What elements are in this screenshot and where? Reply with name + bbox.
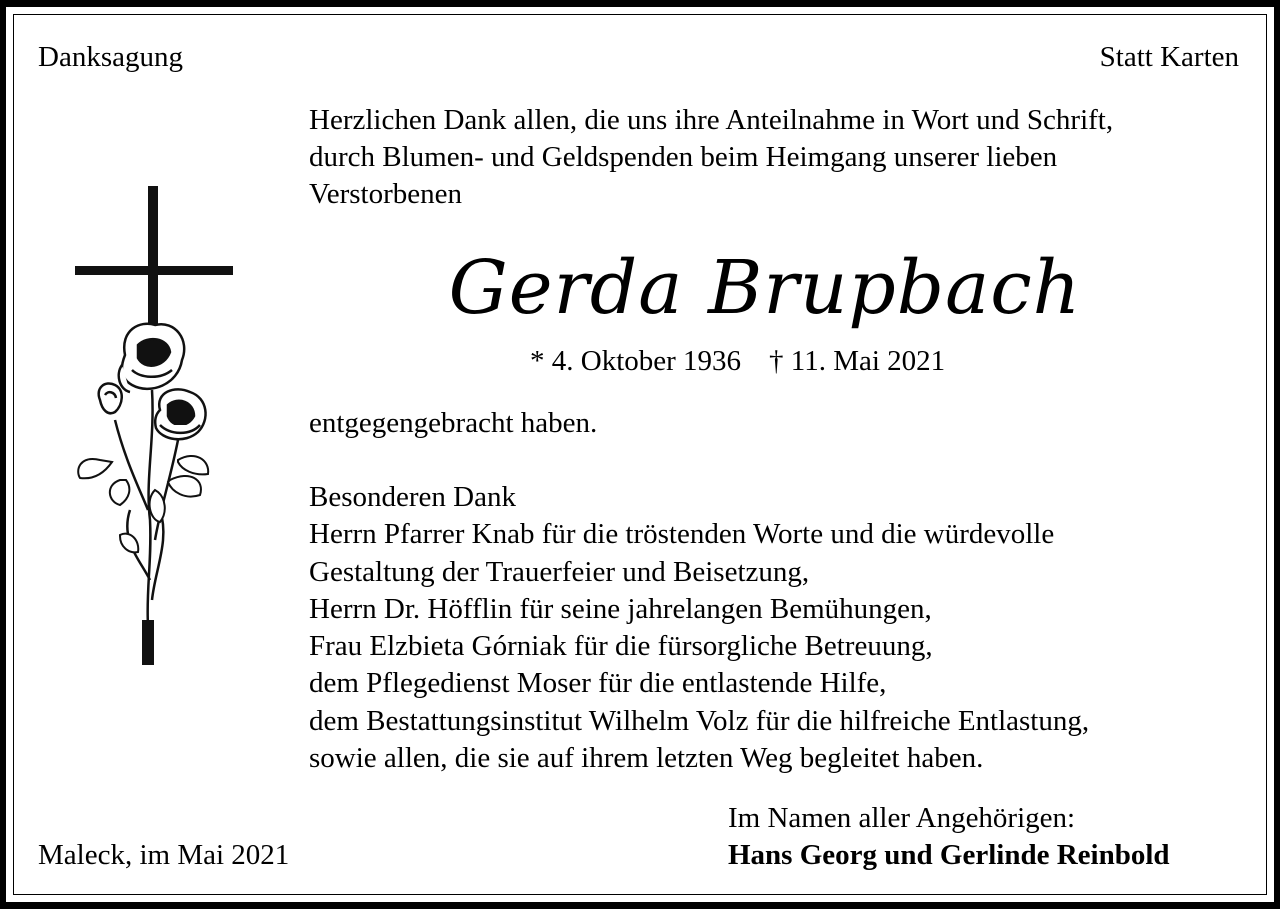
thanks-line: dem Pflegedienst Moser für die entlastende Hilfe, bbox=[309, 667, 887, 700]
deceased-name: Gerda Brupbach bbox=[448, 245, 1082, 331]
cross-with-roses-icon bbox=[60, 180, 260, 670]
life-dates bbox=[530, 342, 945, 380]
intro-line: Verstorbenen bbox=[309, 178, 463, 210]
signoff-label: Im Namen aller Angehörigen: bbox=[728, 802, 1076, 834]
signoff-names: Hans Georg und Gerlinde Reinbold bbox=[728, 839, 1170, 871]
thanks-heading: Besonderen Dank bbox=[309, 481, 516, 513]
thanks-list bbox=[309, 478, 1089, 776]
thanks-line: Herrn Pfarrer Knab für die tröstenden Worte und die würdevolle bbox=[309, 518, 1055, 551]
thanks-line: sowie allen, die sie auf ihrem letzten Weg begleitet haben. bbox=[309, 742, 984, 775]
thanks-line: Frau Elzbieta Górniak für die fürsorgliche Betreuung, bbox=[309, 630, 933, 663]
intro-line: Herzlichen Dank allen, die uns ihre Anteilnahme in Wort und Schrift, bbox=[309, 104, 1114, 136]
thanks-line: dem Bestattungsinstitut Wilhelm Volz für die hilfreiche Entlastung, bbox=[309, 704, 1090, 737]
intro-text bbox=[309, 101, 1113, 212]
intro-line: durch Blumen- und Geldspenden beim Heimgang unserer lieben bbox=[309, 141, 1058, 173]
heading-statt-karten: Statt Karten bbox=[1099, 41, 1239, 73]
death-date: † 11. Mai 2021 bbox=[769, 345, 946, 377]
thanks-line: Herrn Dr. Höfflin für seine jahrelangen Bemühungen, bbox=[309, 592, 932, 625]
place-date: Maleck, im Mai 2021 bbox=[38, 839, 290, 871]
thanks-line: Gestaltung der Trauerfeier und Beisetzung, bbox=[309, 555, 810, 588]
birth-date: * 4. Oktober 1936 bbox=[530, 345, 742, 377]
after-name-text: entgegengebracht haben. bbox=[309, 407, 598, 439]
heading-danksagung: Danksagung bbox=[38, 41, 183, 73]
